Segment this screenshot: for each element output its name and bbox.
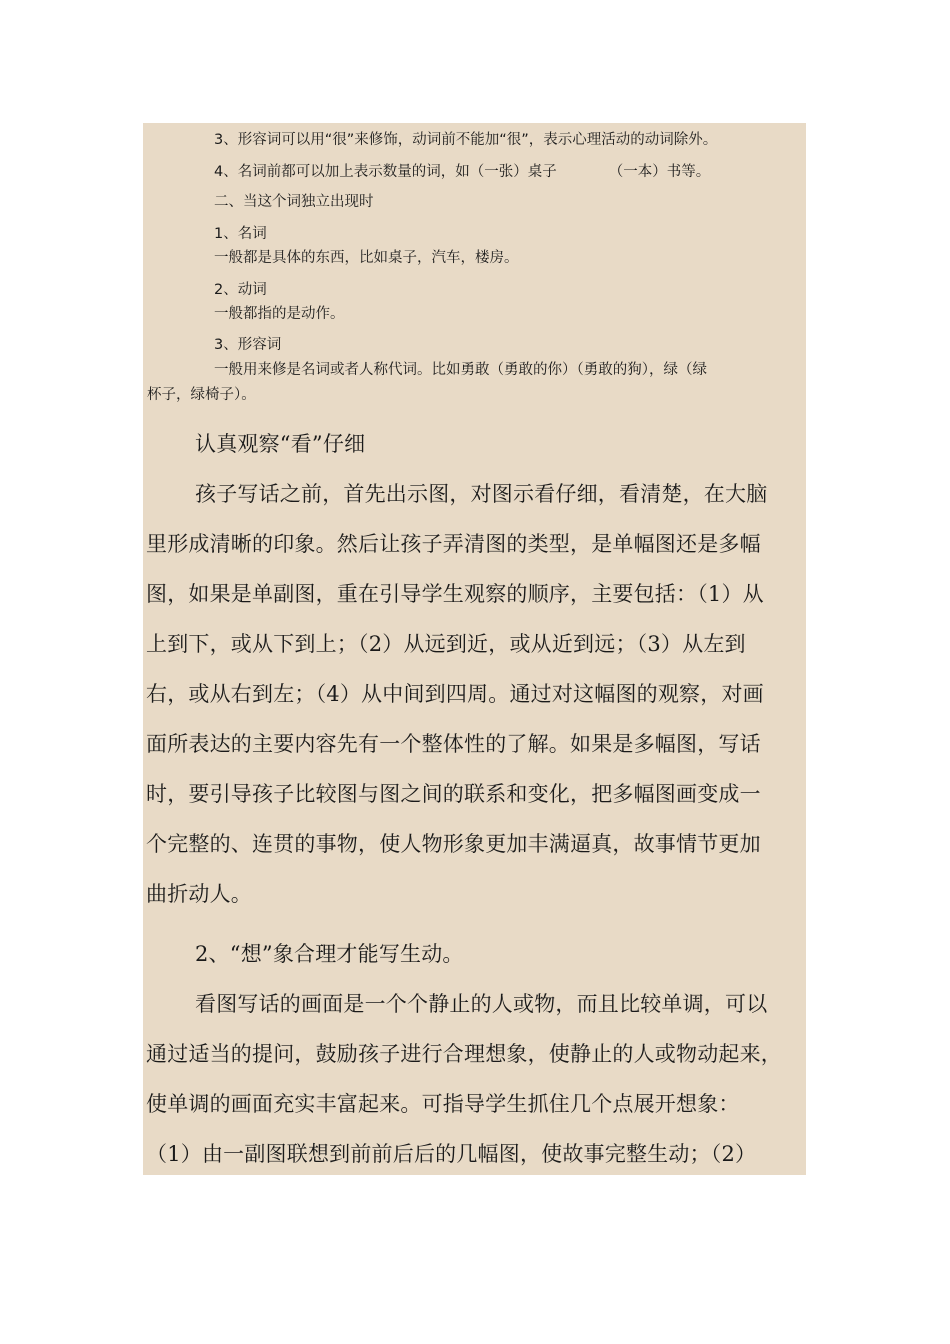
paragraph-line: 看图写话的画面是一个个静止的人或物，而且比较单调，可以	[195, 992, 768, 1016]
paragraph-line: 里形成清晰的印象。然后让孩子弄清图的类型，是单幅图还是多幅	[146, 532, 761, 556]
paragraph-line: 孩子写话之前，首先出示图，对图示看仔细，看清楚，在大脑	[195, 482, 768, 506]
paragraph-line: 曲折动人。	[146, 882, 252, 906]
imagine-heading: 2、“想”象合理才能写生动。	[195, 942, 464, 966]
paragraph-line: 上到下，或从下到上；（2）从远到近，或从近到远；（3）从左到	[146, 632, 746, 656]
adjective-heading: 3、形容词	[214, 337, 282, 353]
paragraph-line: 使单调的画面充实丰富起来。可指导学生抓住几个点展开想象：	[146, 1092, 740, 1116]
paragraph-line: 个完整的、连贯的事物，使人物形象更加丰满逼真，故事情节更加	[146, 832, 761, 856]
observe-heading: 认真观察“看”仔细	[195, 432, 366, 456]
adjective-desc-cont: 杯子，绿椅子）。	[147, 387, 256, 403]
paragraph-line: （1）由一副图联想到前前后后的几幅图，使故事完整生动；（2）	[146, 1142, 757, 1166]
paragraph-line: 图，如果是单副图，重在引导学生观察的顺序，主要包括：（1）从	[146, 582, 764, 606]
paragraph-line: 面所表达的主要内容先有一个整体性的了解。如果是多幅图，写话	[146, 732, 761, 756]
paragraph-line: 通过适当的提问，鼓励孩子进行合理想象，使静止的人或物动起来，	[146, 1042, 782, 1066]
paragraph-line: 右，或从右到左；（4）从中间到四周。通过对这幅图的观察，对画	[146, 682, 764, 706]
verb-heading: 2、动词	[214, 282, 267, 298]
rule-3-adjective: 3、形容词可以用“很”来修饰，动词前不能加“很”，表示心理活动的动词除外。	[214, 132, 718, 148]
section-2-heading: 二、当这个词独立出现时	[214, 194, 374, 210]
verb-desc: 一般都指的是动作。	[214, 306, 345, 322]
adjective-desc: 一般用来修是名词或者人称代词。比如勇敢（勇敢的你）（勇敢的狗），绿（绿	[214, 362, 707, 378]
noun-heading: 1、名词	[214, 226, 267, 242]
noun-desc: 一般都是具体的东西，比如桌子，汽车，楼房。	[214, 250, 519, 266]
rule-4-noun: 4、名词前都可以加上表示数量的词，如（一张）桌子 （一本）书等。	[214, 164, 711, 180]
paragraph-line: 时，要引导孩子比较图与图之间的联系和变化，把多幅图画变成一	[146, 782, 761, 806]
